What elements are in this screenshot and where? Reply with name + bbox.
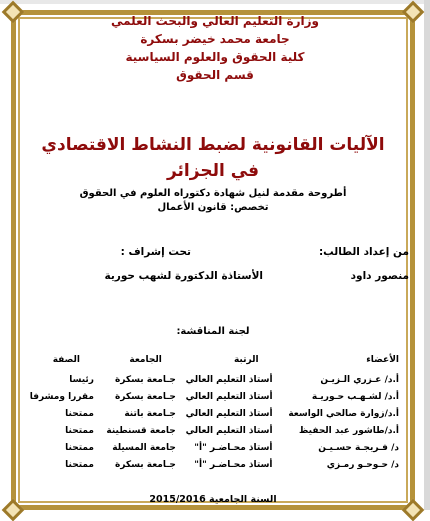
faculty-name: كلية الحقوق والعلوم السياسية [125,50,305,64]
member-name: أ.د/ لشـهـب حـوريـة [311,391,399,402]
document-page [3,4,423,510]
member-university: جامعة المسيلة [112,442,176,453]
committee-table [27,354,399,473]
member-rank: أستاذ محـاضـر "أ" [194,442,273,453]
ministry-name: وزارة التعليم العالي والبحث العلمي [110,14,320,28]
thesis-title-line2: في الجزائر [166,161,260,181]
institution-header [95,12,335,84]
table-row [27,439,399,456]
member-name: أ.د/زوارة صالحي الواسعة [288,408,399,419]
members-header: الأعضاء [366,355,399,365]
thesis-subtitle [33,187,393,215]
member-university: جـامعة بسكرة [114,391,176,402]
degree-line: أطروحة مقدمة لنيل شهادة دكتوراه العلوم في الحقوق [79,188,347,199]
table-row [27,405,399,422]
thesis-title [33,132,393,184]
student-name: منصور داود [350,270,409,282]
table-row [27,422,399,439]
member-role: مقررا ومشرفا [29,391,94,402]
member-name: أ.د/ عـزري الـزيـن [320,374,399,385]
table-row [27,388,399,405]
member-university: جـامعة باتنة [124,408,176,419]
member-role: ممتحنا [65,425,94,436]
member-name: د/ فـريجـة حسـيـن [318,442,399,453]
supervisor-name: الأستاذة الدكتورة لشهب حورية [104,270,263,282]
viewer-scrollbar[interactable] [424,0,430,510]
role-header: الصفة [52,355,80,365]
supervisor-label: تحت إشراف : [120,246,191,258]
member-rank: أستاذ التعليم العالي [185,408,273,419]
member-role: ممتحنا [65,459,94,470]
member-rank: أستاذ التعليم العالي [185,374,273,385]
member-rank: أستاذ التعليم العالي [185,391,273,402]
specialty-line: تخصص: قانون الأعمال [157,202,269,213]
academic-year: السنة الجامعية 2015/2016 [149,494,277,505]
department-name: قسم الحقوق [176,68,254,82]
thesis-title-line1: الآليات القانونية لضبط النشاط الاقتصادي [41,135,385,155]
university-header: الجامعة [129,355,162,365]
table-row [27,371,399,388]
member-role: ممتحنا [65,442,94,453]
member-role: ممتحنا [65,408,94,419]
table-row [27,456,399,473]
member-role: رئيسا [69,374,94,385]
member-university: جـامعة بسكرة [114,374,176,385]
member-university: جـامعة بسكرة [114,459,176,470]
rank-header: الرتبة [233,355,259,365]
prepared-by-label: من إعداد الطالب: [318,246,409,258]
member-university: جامعة قسنطينة [106,425,176,436]
university-name: جامعة محمد خيضر بسكرة [140,32,290,46]
member-rank: أستاذ محـاضـر "أ" [194,459,273,470]
member-rank: أستاذ التعليم العالي [185,425,273,436]
member-name: د/ حـوحـو رمـزي [326,459,399,470]
member-name: أ.د/طاشور عبد الحفيظ [299,425,399,436]
committee-title: لجنة المناقشة: [176,326,250,337]
committee-header-row [27,354,399,371]
